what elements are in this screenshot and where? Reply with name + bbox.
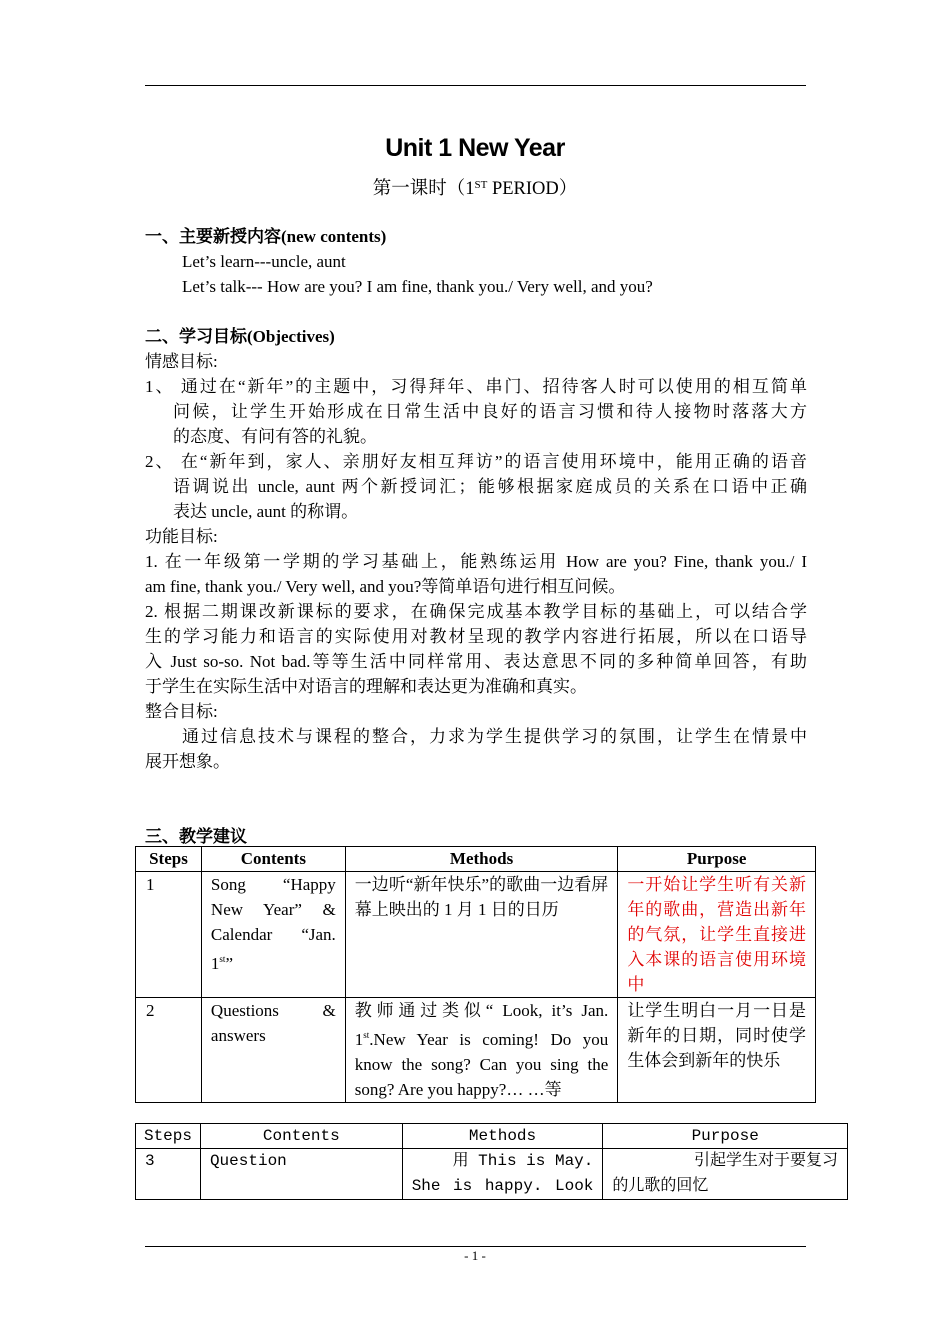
- contents-cell: Song “Happy New Year” & Calendar “Jan. 1st”: [201, 872, 345, 998]
- emotion-label: 情感目标:: [145, 352, 218, 371]
- function-item-1: 1. 在一年级第一学期的学习基础上，能熟练运用 How are you? Fine, thank you./ I: [145, 552, 807, 571]
- purpose-cell: 引起学生对于要复习 的儿歌的回忆: [603, 1149, 848, 1200]
- emotion-item-2: 表达 uncle, aunt 的称谓。: [173, 502, 359, 521]
- table-row: [136, 998, 816, 1103]
- header-methods: Methods: [402, 1124, 603, 1149]
- header-purpose: Purpose: [603, 1124, 848, 1149]
- purpose-cell: 让学生明白一月一日是新年的日期，同时使学生体会到新年的快乐: [618, 998, 816, 1103]
- function-item-2: 2. 根据二期课改新课标的要求，在确保完成基本教学目标的基础上，可以结合学: [145, 602, 807, 621]
- header-contents: Contents: [200, 1124, 402, 1149]
- page-number: - 1 -: [464, 1248, 486, 1263]
- emotion-item-2: 语调说出 uncle, aunt 两个新授词汇；能够根据家庭成员的关系在口语中正确: [173, 477, 807, 496]
- emotion-item-2: 2、 在“新年到，家人、亲朋好友相互拜访”的语言使用环境中，能用正确的语音: [145, 452, 807, 471]
- purpose-cell: 一开始让学生听有关新年的歌曲，营造出新年的气氛，让学生直接进入本课的语言使用环境中: [618, 872, 816, 998]
- header-purpose: Purpose: [618, 847, 816, 872]
- header-contents: Contents: [201, 847, 345, 872]
- header-methods: Methods: [345, 847, 618, 872]
- function-label: 功能目标:: [145, 527, 218, 546]
- table-row: [136, 872, 816, 998]
- methods-cell: 一边听“新年快乐”的歌曲一边看屏幕上映出的 1 月 1 日的日历: [345, 872, 618, 998]
- section1-heading: 一、主要新授内容(new contents): [145, 227, 387, 246]
- header-steps: Steps: [136, 1124, 201, 1149]
- teaching-table-1: [135, 846, 816, 1103]
- integration-text: 通过信息技术与课程的整合，力求为学生提供学习的氛围，让学生在情景中: [182, 727, 807, 746]
- function-item-1: am fine, thank you./ Very well, and you?等简单语句进行相互问候。: [145, 577, 626, 596]
- footer-rule: [145, 1246, 806, 1247]
- table-row: [136, 1149, 848, 1200]
- header-rule: [145, 85, 806, 86]
- integration-label: 整合目标:: [145, 702, 218, 721]
- emotion-item-1: 问候，让学生开始形成在日常生活中良好的语言习惯和待人接物时落落大方: [173, 402, 807, 421]
- step-cell: 2: [136, 998, 202, 1103]
- step-cell: 1: [136, 872, 202, 998]
- document-title: Unit 1 New Year: [385, 134, 565, 162]
- teaching-table-2: [135, 1123, 848, 1200]
- section3-heading: 三、教学建议: [145, 827, 247, 846]
- integration-text: 展开想象。: [145, 752, 230, 771]
- methods-cell: 教师通过类似“ Look, it’s Jan. 1st.New Year is coming! Do you know the song? Can you sing the song? Are you happy?… …等: [345, 998, 618, 1103]
- methods-cell: 用 This is May. She is happy. Look: [402, 1149, 603, 1200]
- contents-cell: Questions & answers: [201, 998, 345, 1103]
- contents-cell: Question: [200, 1149, 402, 1200]
- table-header-row: [136, 1124, 848, 1149]
- function-item-2: 生的学习能力和语言的实际使用对教材呈现的教学内容进行拓展，所以在口语导: [145, 627, 807, 646]
- header-steps: Steps: [136, 847, 202, 872]
- section2-heading: 二、学习目标(Objectives): [145, 327, 335, 346]
- emotion-item-1: 1、 通过在“新年”的主题中，习得拜年、串门、招待客人时可以使用的相互简单: [145, 377, 807, 396]
- emotion-item-1: 的态度、有问有答的礼貌。: [173, 427, 377, 446]
- step-cell: 3: [136, 1149, 201, 1200]
- document-subtitle: 第一课时（1ST PERIOD）: [372, 179, 578, 199]
- table-header-row: [136, 847, 816, 872]
- function-item-2: 于学生在实际生活中对语言的理解和表达更为准确和真实。: [145, 677, 587, 696]
- section1-line: Let’s learn---uncle, aunt: [182, 252, 346, 271]
- section1-line: Let’s talk--- How are you? I am fine, thank you./ Very well, and you?: [182, 277, 653, 296]
- function-item-2: 入 Just so-so. Not bad.等等生活中同样常用、表达意思不同的多种简单回答，有助: [145, 652, 807, 671]
